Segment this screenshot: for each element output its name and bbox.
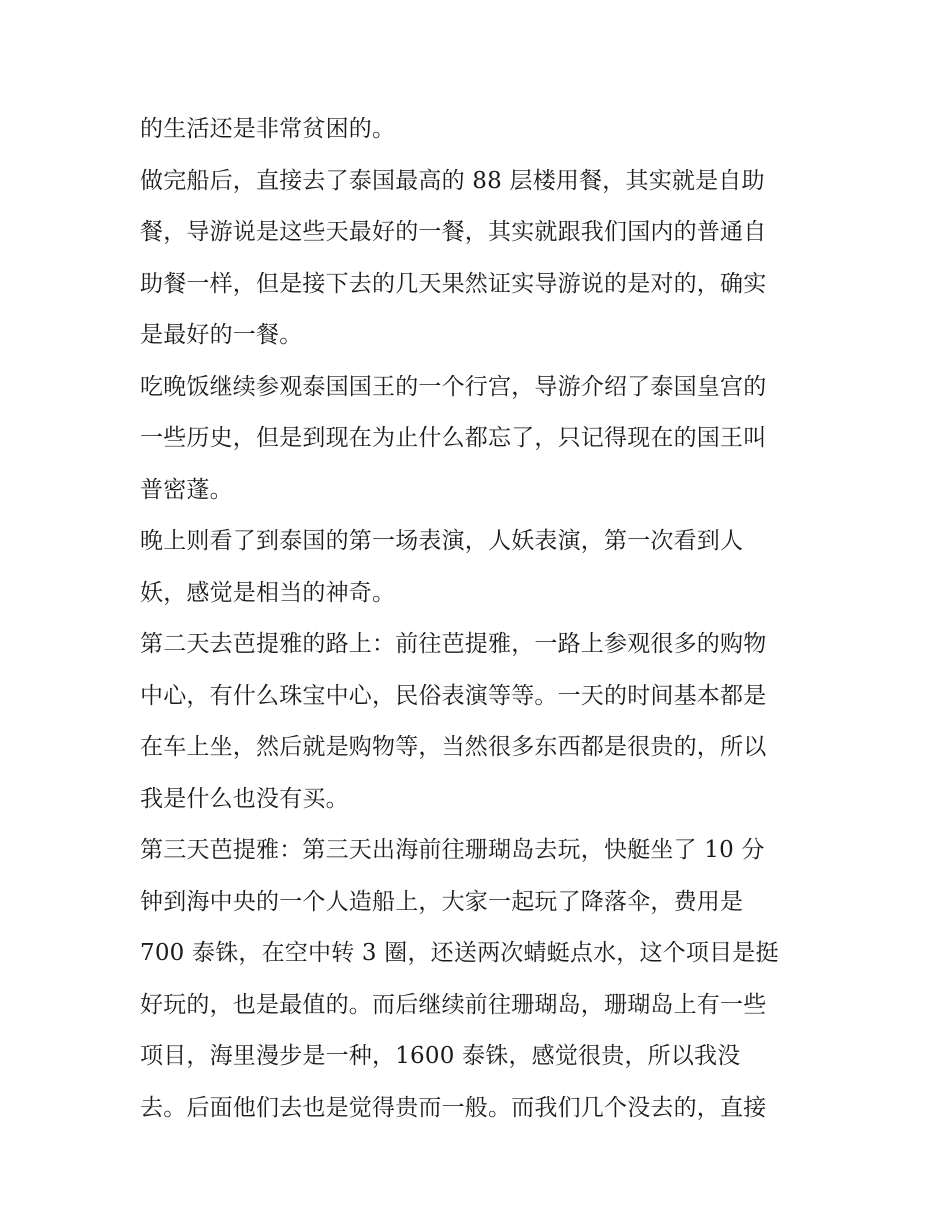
text-line-2: 做完船后，直接去了泰国最高的 88 层楼用餐，其实就是自助 [140, 167, 765, 194]
text-line-20: 去。后面他们去也是觉得贵而一般。而我们几个没去的，直接 [140, 1094, 767, 1121]
document-page [140, 104, 820, 1134]
text-line-11: 第二天去芭提雅的路上：前往芭提雅，一路上参观很多的购物 [140, 631, 767, 657]
text-line-1: 的生活还是非常贫困的。 [140, 116, 396, 142]
text-line-13: 在车上坐，然后就是购物等，当然很多东西都是很贵的，所以 [140, 734, 767, 760]
text-line-5: 是最好的一餐。 [140, 322, 303, 348]
text-line-14: 我是什么也没有买。 [140, 785, 349, 812]
text-line-16: 钟到海中央的一个人造船上，大家一起玩了降落伞，费用是 [140, 888, 744, 915]
text-line-15: 第三天芭提雅：第三天出海前往珊瑚岛去玩，快艇坐了 10 分 [140, 837, 765, 863]
text-line-7: 一些历史，但是到现在为止什么都忘了，只记得现在的国王叫 [140, 425, 767, 451]
text-line-10: 妖，感觉是相当的神奇。 [140, 579, 396, 606]
text-line-8: 普密蓬。 [140, 476, 233, 503]
text-line-9: 晚上则看了到泰国的第一场表演，人妖表演，第一次看到人 [140, 528, 744, 554]
text-line-4: 助餐一样，但是接下去的几天果然证实导游说的是对的，确实 [140, 270, 767, 297]
text-line-3: 餐，导游说是这些天最好的一餐，其实就跟我们国内的普通自 [140, 219, 767, 245]
text-line-6: 吃晚饭继续参观泰国国王的一个行宫，导游介绍了泰国皇宫的 [140, 373, 767, 400]
text-line-19: 项目，海里漫步是一种，1600 泰铢，感觉很贵，所以我没 [140, 1043, 741, 1069]
text-line-18: 好玩的，也是最值的。而后继续前往珊瑚岛，珊瑚岛上有一些 [140, 991, 767, 1018]
text-line-17: 700 泰铢，在空中转 3 圈，还送两次蜻蜓点水，这个项目是挺 [140, 940, 779, 966]
text-line-12: 中心，有什么珠宝中心，民俗表演等等。一天的时间基本都是 [140, 682, 767, 709]
